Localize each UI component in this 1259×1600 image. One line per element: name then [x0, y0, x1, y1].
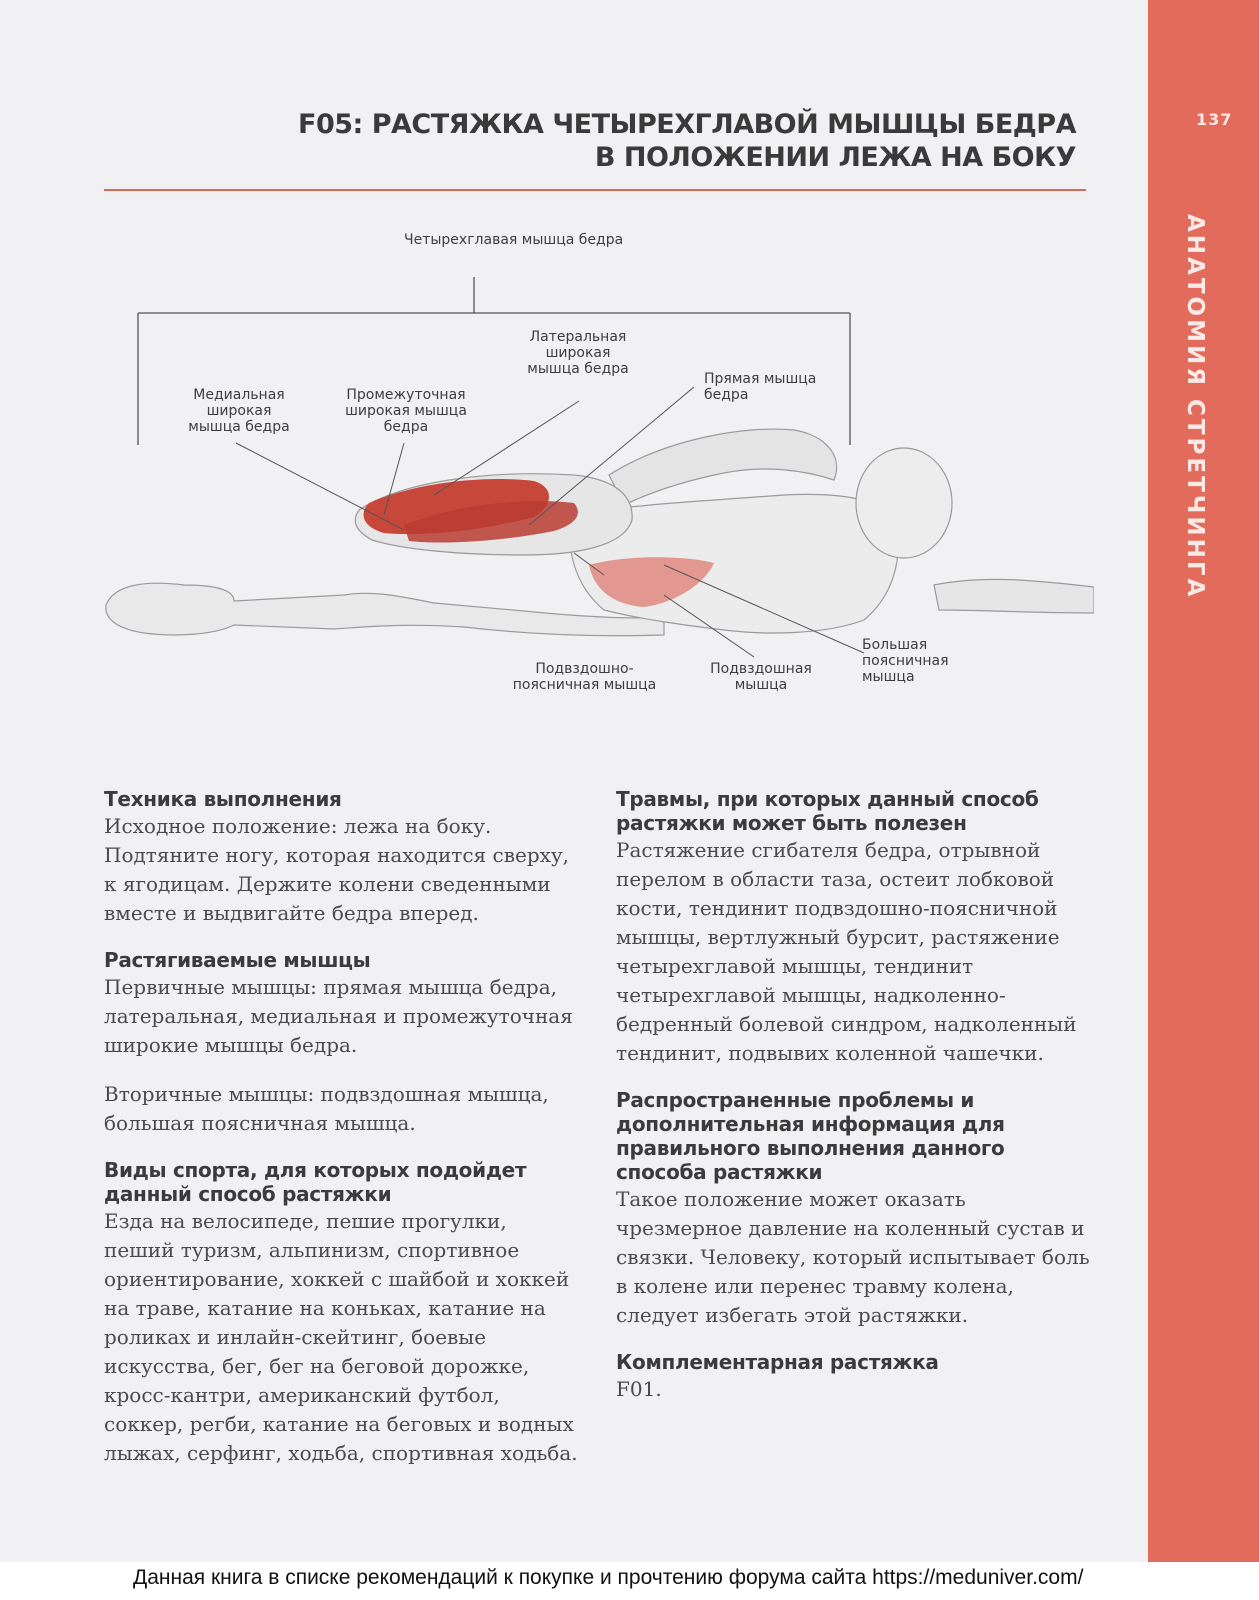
left-column: [104, 787, 579, 1488]
muscles-title: Растягиваемые мышцы: [104, 948, 371, 972]
page-title-line-1: F05: РАСТЯЖКА ЧЕТЫРЕХГЛАВОЙ МЫШЦЫ БЕДРА: [298, 109, 1076, 140]
page-title-line-2: В ПОЛОЖЕНИИ ЛЕЖА НА БОКУ: [594, 142, 1076, 173]
sports-section: [104, 1158, 579, 1468]
injuries-section: [616, 787, 1096, 1068]
injuries-title: Травмы, при которых данный способ растяжки может быть полезен: [616, 787, 1039, 835]
label-quadriceps: Четырехглавая мышца бедра: [404, 232, 624, 248]
label-psoas-major: Большая поясничная мышца: [862, 637, 949, 685]
label-iliopsoas: Подвздошно-поясничная мышца: [512, 661, 657, 693]
label-iliacus: Подвздошная мышца: [710, 661, 812, 693]
footer-text[interactable]: Данная книга в списке рекомендаций к покупке и прочтению форума сайта https://meduniver.com/: [133, 1566, 1084, 1589]
page-title: [276, 108, 1076, 174]
complementary-text: F01.: [616, 1377, 662, 1401]
anatomy-illustration: [104, 225, 1094, 725]
muscles-secondary: Вторичные мышцы: подвздошная мышца, большая поясничная мышца.: [104, 1082, 549, 1135]
title-divider: [104, 189, 1086, 191]
injuries-text: Растяжение сгибателя бедра, отрывной перелом в области таза, остеит лобковой кости, тендинит подвздошно-поясничной мышцы, вертлужный бурсит, растяжение четырехглавой мышцы, тендинит четырехглавой мышцы, надколенно-бедренный болевой синдром, надколенный тендинит, подвывих коленной чашечки.: [616, 838, 1077, 1065]
sports-title: Виды спорта, для которых подойдет данный способ растяжки: [104, 1158, 527, 1206]
label-vastus-lateralis: Латеральная широкая мышца бедра: [527, 329, 629, 377]
technique-section: [104, 787, 579, 928]
problems-section: [616, 1088, 1096, 1330]
label-vastus-medialis: Медиальная широкая мышца бедра: [188, 387, 290, 435]
complementary-section: [616, 1350, 1096, 1404]
technique-text: Исходное положение: лежа на боку. Подтяните ногу, которая находится сверху, к ягодицам. Держите колени сведенными вместе и выдвигайте бедра вперед.: [104, 814, 570, 925]
body-silhouette: [106, 429, 1094, 636]
label-vastus-intermedius: Промежуточная широкая мышца бедра: [345, 387, 467, 435]
problems-title: Распространенные проблемы и дополнительная информация для правильного выполнения данного способа растяжки: [616, 1088, 1005, 1184]
muscles-section: [104, 948, 579, 1138]
muscles-primary: Первичные мышцы: прямая мышца бедра, латеральная, медиальная и промежуточная широкие мышцы бедра.: [104, 975, 573, 1057]
label-rectus-femoris: Прямая мышца бедра: [704, 371, 817, 403]
sports-text: Езда на велосипеде, пешие прогулки, пеший туризм, альпинизм, спортивное ориентирование, хоккей с шайбой и хоккей на траве, катание на коньках, катание на роликах и инлайн-скейтинг, боевые искусства, бег, бег на беговой дорожке, кросс-кантри, американский футбол, соккер, регби, катание на беговых и водных лыжах, серфинг, ходьба, спортивная ходьба.: [104, 1209, 578, 1465]
right-column: [616, 787, 1096, 1424]
page-number: 137: [1196, 110, 1233, 129]
technique-title: Техника выполнения: [104, 787, 342, 811]
chapter-title-vertical: АНАТОМИЯ СТРЕТЧИНГА: [1182, 214, 1208, 600]
problems-text: Такое положение может оказать чрезмерное давление на коленный сустав и связки. Человеку, который испытывает боль в колене или перенес травму колена, следует избегать этой растяжки.: [616, 1187, 1090, 1327]
complementary-title: Комплементарная растяжка: [616, 1350, 939, 1374]
